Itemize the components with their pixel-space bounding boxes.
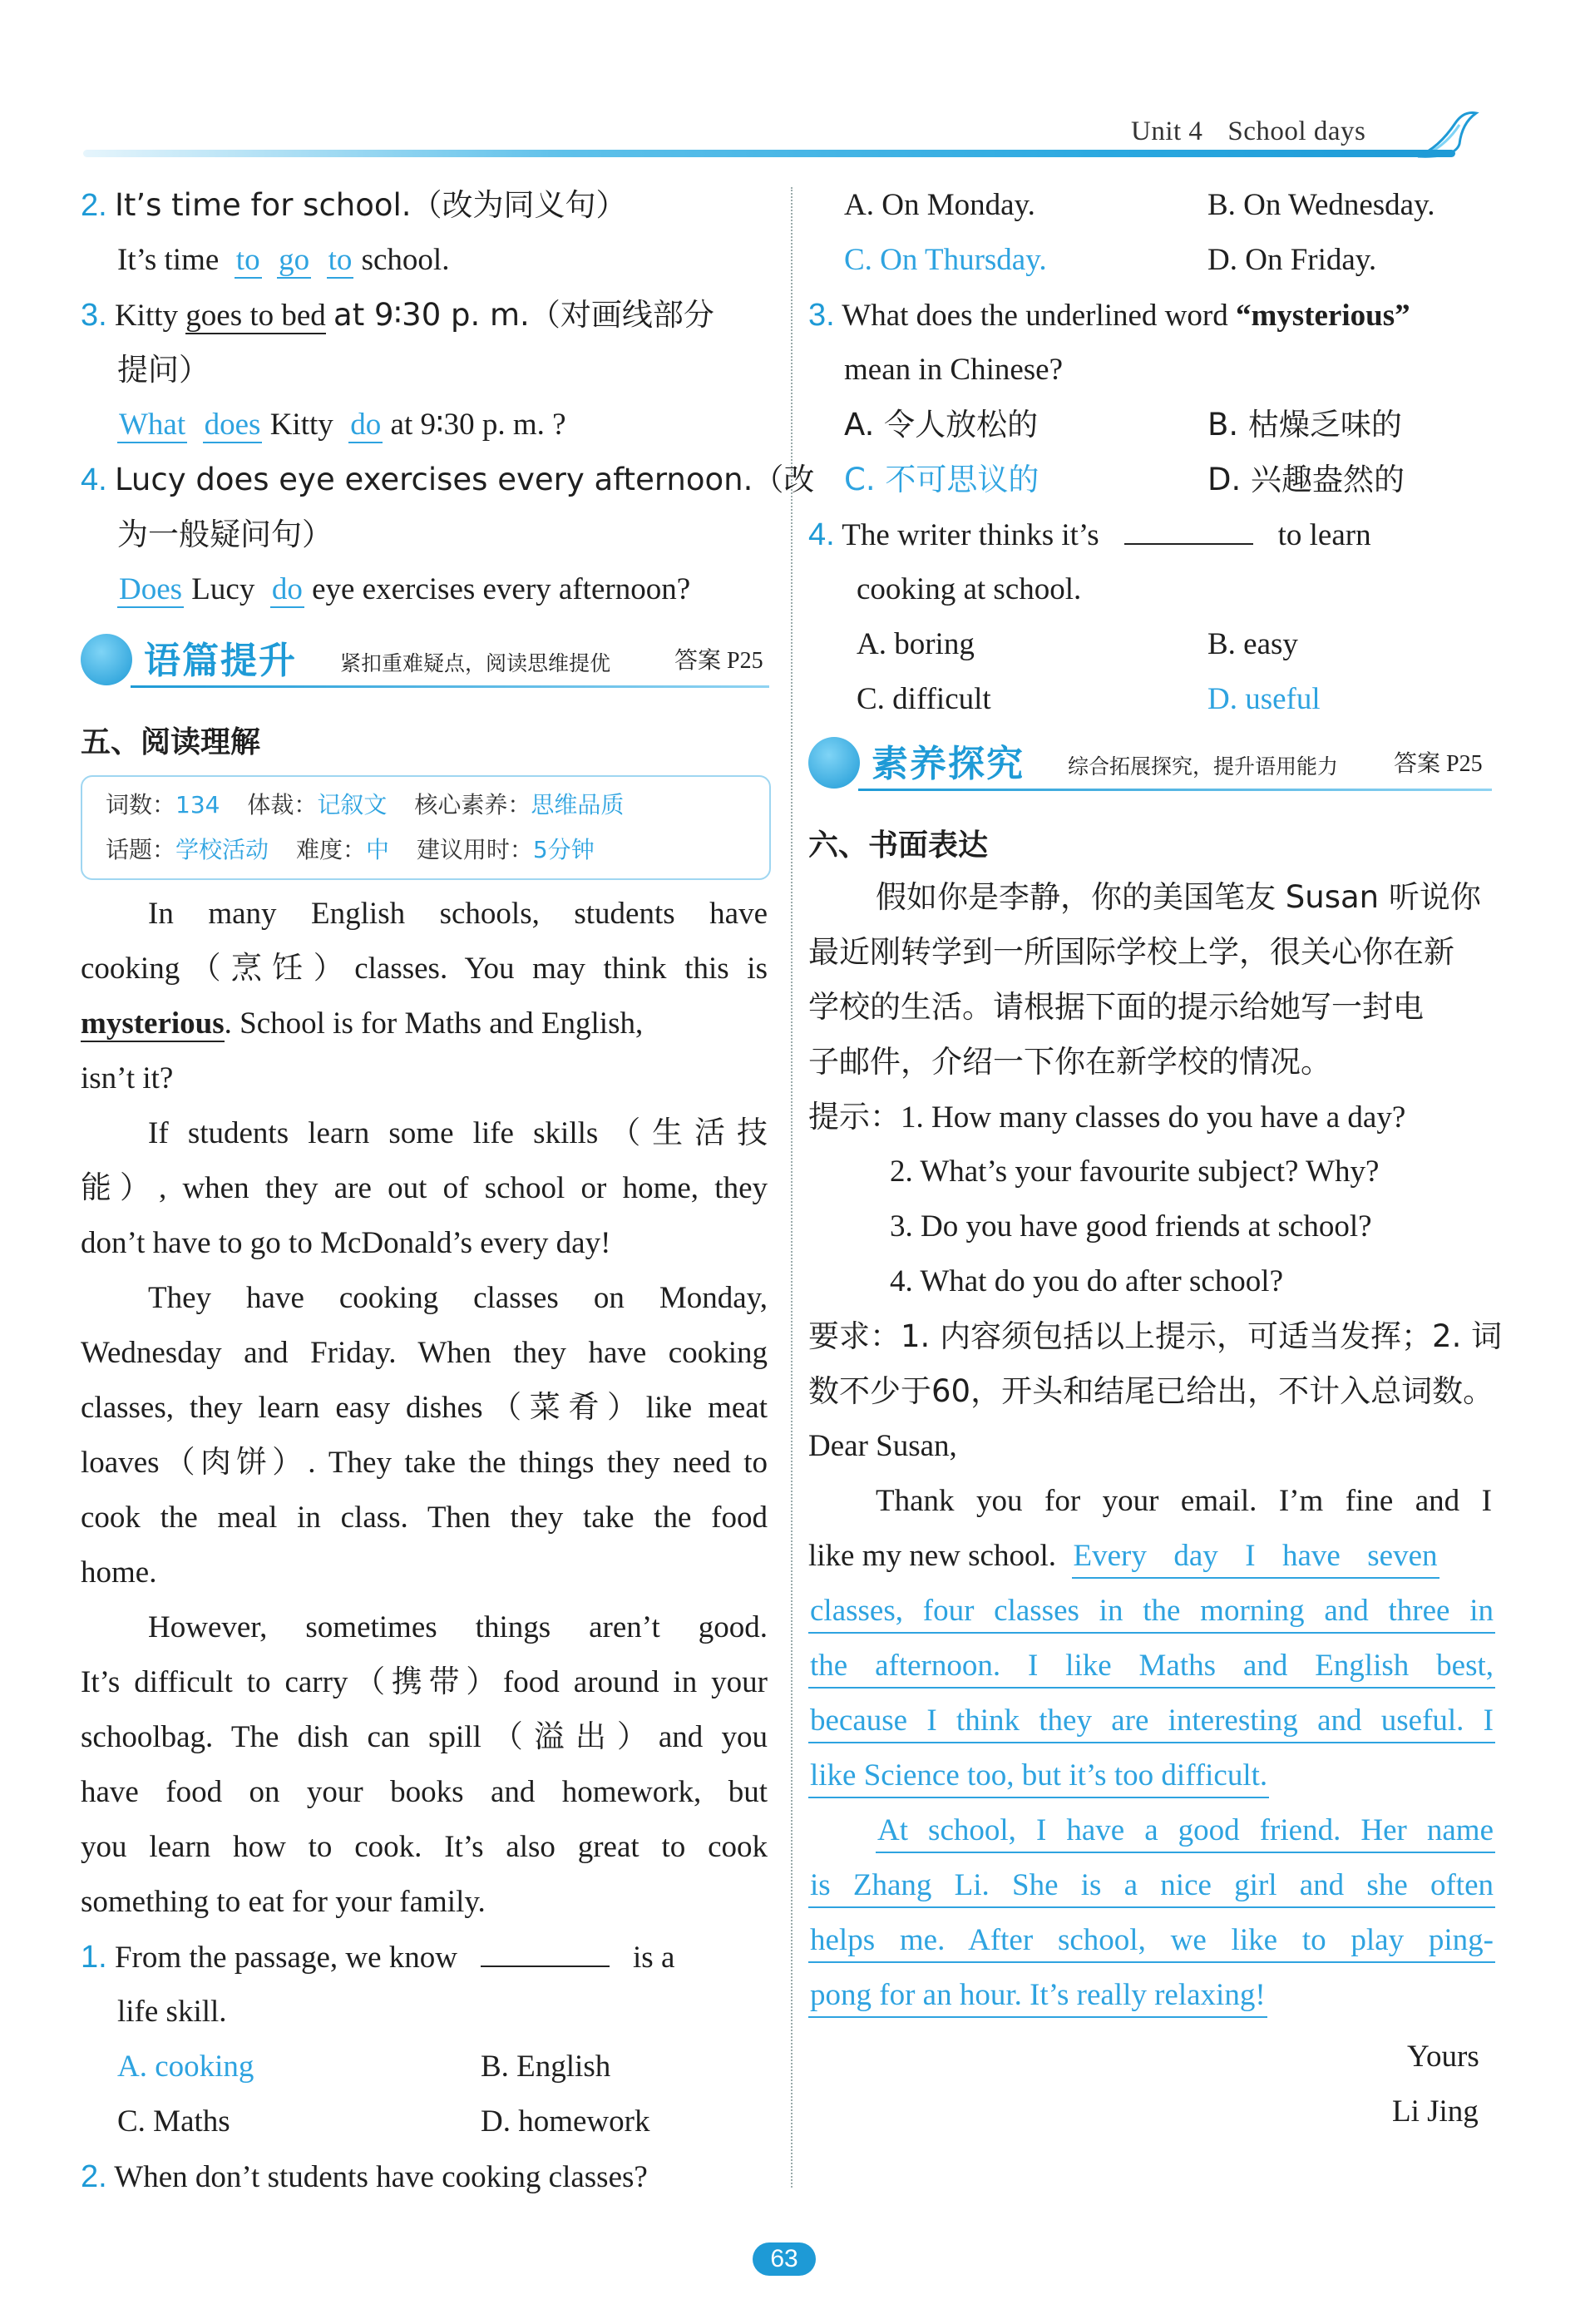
letter-signature: Li Jing — [1392, 2094, 1479, 2129]
passage-line: They have cooking classes on Monday, — [148, 1281, 768, 1315]
option-d: D. 兴趣盎然的 — [1207, 462, 1405, 497]
section-title-writing: 六、书面表达 — [808, 828, 989, 863]
essay-line: is Zhang Li. She is a nice girl and she often — [808, 1865, 1495, 1908]
essay-line: pong for an hour. It’s really relaxing! — [808, 1975, 1267, 2018]
passage-line: cook the meal in class. Then they take the food — [81, 1501, 768, 1535]
passage-line: don’t have to go to McDonald’s every day! — [81, 1226, 611, 1260]
requirement-line: 要求：1. 内容须包括以上提示，可适当发挥；2. 词 — [808, 1318, 1503, 1354]
question-2: 2. It’s time for school.（改为同义句） — [81, 187, 627, 223]
passage-line: isn’t it? — [81, 1061, 174, 1095]
passage-line: you learn how to cook. It’s also great to cook — [81, 1830, 768, 1864]
reading-question-3-line2: mean in Chinese? — [844, 353, 1064, 387]
option-d: D. On Friday. — [1207, 243, 1377, 277]
reading-question-4-line2: cooking at school. — [857, 572, 1082, 606]
passage-line: loaves（肉饼）. They take the things they need to — [81, 1446, 768, 1480]
section-banner-writing: 素养探究 综合拓展探究，提升语用能力 答案 P25 — [808, 734, 1492, 797]
section-banner-reading: 语篇提升 紧扣重难疑点，阅读思维提优 答案 P25 — [81, 630, 769, 694]
section-title-reading: 五、阅读理解 — [81, 725, 261, 759]
page-header — [1131, 116, 1390, 147]
page-number: 63 — [753, 2242, 816, 2276]
letter-closing: Yours — [1407, 2040, 1479, 2074]
essay-line: helps me. After school, we like to play ping- — [808, 1920, 1495, 1963]
graduation-cap-icon — [808, 737, 860, 789]
question-3-line2: 提问） — [117, 352, 210, 388]
option-b: B. easy — [1207, 627, 1298, 661]
option-c: C. difficult — [857, 682, 991, 716]
passage-line: cooking（烹饪）classes. You may think this is — [81, 952, 768, 986]
essay-line: the afternoon. I like Maths and English best, — [808, 1645, 1495, 1689]
essay-line: like Science too, but it’s too difficult. — [808, 1755, 1269, 1798]
question-2-answer: It’s time to go to school. — [117, 243, 450, 277]
option-b: B. On Wednesday. — [1207, 188, 1435, 222]
requirement-line: 数不少于60，开头和结尾已给出，不计入总词数。 — [808, 1373, 1494, 1409]
passage-line: It’s difficult to carry（携带）food around in your — [81, 1665, 768, 1699]
tips-line: 2. What’s your favourite subject? Why? — [890, 1155, 1380, 1189]
letter-greeting: Dear Susan, — [808, 1429, 957, 1463]
option-d: D. homework — [481, 2104, 650, 2139]
passage-line: mysterious. School is for Maths and English, — [81, 1006, 644, 1041]
option-a: A. 令人放松的 — [844, 407, 1039, 443]
option-a-correct: A. cooking — [117, 2050, 254, 2084]
question-3: 3. Kitty goes to bed at 9∶30 p. m.（对画线部分 — [81, 297, 714, 333]
header-rule — [83, 150, 1455, 157]
passage-line: classes, they learn easy dishes（菜肴）like meat — [81, 1391, 768, 1425]
letter-line: Thank you for your email. I’m fine and I — [876, 1484, 1492, 1518]
unit-title: School days — [1227, 116, 1366, 146]
option-b: B. English — [481, 2050, 611, 2084]
reading-question-4: 4. The writer thinks it’s to learn — [808, 517, 1371, 552]
passage-line: something to eat for your family. — [81, 1885, 486, 1919]
option-d-correct: D. useful — [1207, 682, 1321, 716]
question-3-answer: What does Kitty do at 9∶30 p. m. ? — [119, 408, 566, 442]
essay-line: classes, four classes in the morning and three in — [808, 1590, 1495, 1634]
tips-line: 3. Do you have good friends at school? — [890, 1209, 1372, 1244]
option-c: C. Maths — [117, 2104, 230, 2139]
passage-line: home. — [81, 1555, 157, 1590]
option-c-correct: C. 不可思议的 — [844, 462, 1039, 497]
option-a: A. boring — [857, 627, 975, 661]
prompt-line: 子邮件，介绍一下你在新学校的情况。 — [808, 1044, 1331, 1080]
passage-line: Wednesday and Friday. When they have cooking — [81, 1336, 768, 1370]
passage-line: In many English schools, students have — [148, 897, 768, 931]
question-4-line2: 为一般疑问句） — [117, 517, 333, 552]
passage-line: have food on your books and homework, but — [81, 1775, 768, 1809]
passage-info-box: 词数：134 体裁：记叙文 核心素养：思维品质 话题：学校活动 难度：中 建议用时：5分钟 — [81, 775, 771, 880]
option-b: B. 枯燥乏味的 — [1207, 407, 1402, 443]
reading-question-1-line2: life skill. — [117, 1995, 227, 2029]
passage-line: If students learn some life skills（生活技 — [148, 1116, 768, 1150]
prompt-line: 学校的生活。请根据下面的提示给她写一封电 — [808, 989, 1424, 1025]
essay-line: because I think they are interesting and useful. I — [808, 1700, 1495, 1743]
option-a: A. On Monday. — [844, 188, 1035, 222]
passage-line: 能）, when they are out of school or home, they — [81, 1171, 768, 1205]
reading-question-2: 2. When don’t students have cooking classes? — [81, 2159, 648, 2194]
reading-question-1: 1. From the passage, we know is a — [81, 1940, 675, 1975]
robot-icon — [81, 634, 132, 685]
question-4-answer: Does Lucy do eye exercises every afternoon? — [119, 572, 691, 606]
passage-line: schoolbag. The dish can spill（溢出）and you — [81, 1720, 768, 1754]
tips-line: 4. What do you do after school? — [890, 1264, 1283, 1298]
unit-label: Unit 4 — [1131, 116, 1203, 146]
reading-question-3: 3. What does the underlined word “mysterious” — [808, 298, 1410, 333]
essay-line: At school, I have a good friend. Her name — [876, 1810, 1495, 1853]
tips-line: 提示：1. How many classes do you have a day? — [808, 1099, 1406, 1135]
letter-line: like my new school. Every day I have seven — [808, 1535, 1492, 1579]
option-c-correct: C. On Thursday. — [844, 243, 1047, 277]
passage-line: However, sometimes things aren’t good. — [148, 1610, 768, 1644]
prompt-line: 最近刚转学到一所国际学校上学，很关心你在新 — [808, 934, 1454, 970]
prompt-line: 假如你是李静，你的美国笔友 Susan 听说你 — [876, 879, 1481, 915]
question-4: 4. Lucy does eye exercises every afternoon.（改 — [81, 462, 815, 497]
